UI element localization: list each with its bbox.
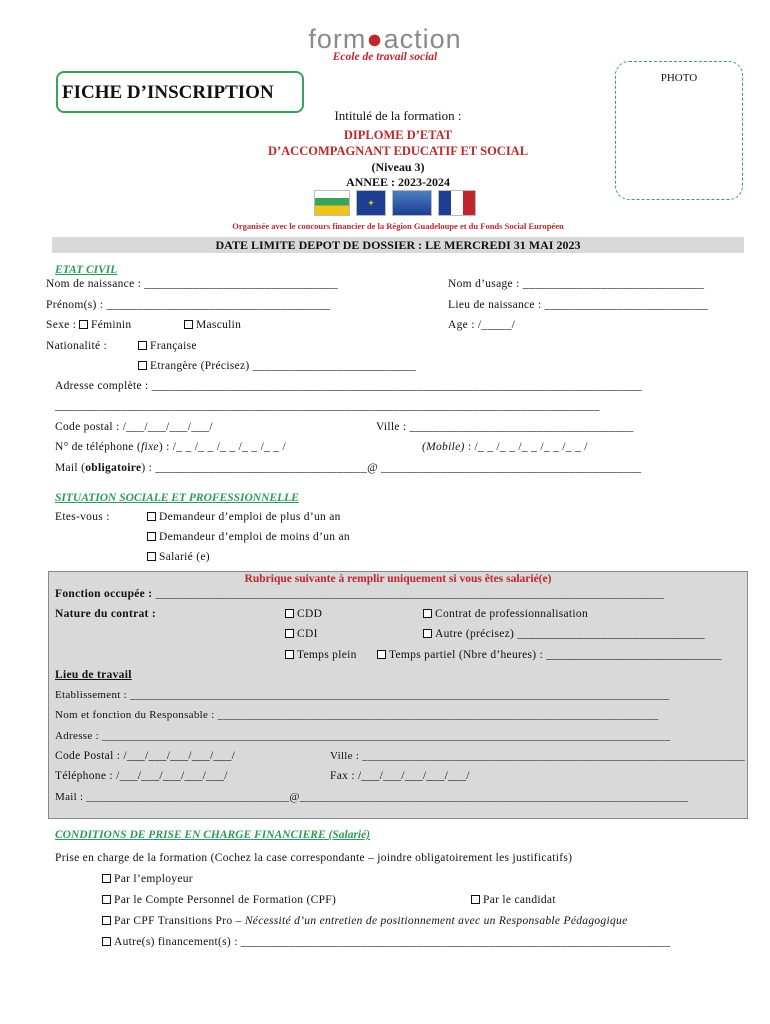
field-mail-travail[interactable]: Mail : ___________________________________@___________________________________________________________________ [55,791,689,803]
formation-year: ANNEE : 2023-2024 [346,175,450,189]
field-telephone-travail[interactable]: Téléphone : /___/___/___/___/___/ [55,770,228,782]
partner-logos [314,189,494,217]
lieu-travail-heading: Lieu de travail [55,669,132,681]
section-etat-civil: ETAT CIVIL [55,264,118,276]
checkbox-cdd[interactable]: CDD [285,608,322,620]
checkbox-autres-financements[interactable]: Autre(s) financement(s) : _______________________________________________________________________ [102,936,670,948]
checkbox-candidat[interactable]: Par le candidat [471,894,556,906]
field-code-postal[interactable]: Code postal : /___/___/___/___/ [55,421,213,433]
checkbox-salarie[interactable]: Salarié (e) [147,551,210,563]
field-code-postal-travail[interactable]: Code Postal : /___/___/___/___/___/ [55,750,236,762]
checkbox-icon [285,629,294,638]
checkbox-icon [423,609,432,618]
checkbox-icon [147,512,156,521]
checkbox-cdi[interactable]: CDI [285,628,318,640]
checkbox-cpf[interactable]: Par le Compte Personnel de Formation (CPF) [102,894,336,906]
checkbox-icon [102,916,111,925]
region-guadeloupe-logo [314,190,350,216]
checkbox-icon [102,937,111,946]
checkbox-icon [138,361,147,370]
field-fonction[interactable]: Fonction occupée : ________________________________________________________________________________________________ [55,588,665,600]
checkbox-temps-partiel[interactable]: Temps partiel (Nbre d’heures) : _____________________________ [377,649,722,661]
sexe-label: Sexe : [46,319,77,331]
field-ville[interactable]: Ville : _____________________________________ [376,421,634,433]
brand-tagline: Ecole de travail social [332,51,438,63]
checkbox-icon [138,341,147,350]
checkbox-francaise[interactable]: Française [138,340,197,352]
nationalite-label: Nationalité : [46,340,108,352]
deadline-banner: DATE LIMITE DEPOT DE DOSSIER : LE MERCREDI 31 MAI 2023 [52,237,744,253]
salarie-banner: Rubrique suivante à remplir uniquement si vous êtes salarié(e) [244,573,552,585]
prise-en-charge-intro: Prise en charge de la formation (Cochez la case correspondante – joindre obligatoirement les justificatifs) [55,852,573,864]
formation-intro: Intitulé de la formation : [334,108,462,123]
checkbox-contrat-pro[interactable]: Contrat de professionnalisation [423,608,588,620]
checkbox-icon [184,320,193,329]
checkbox-icon [102,874,111,883]
checkbox-etrangere[interactable]: Etrangère (Précisez) ___________________________ [138,360,416,372]
checkbox-icon [471,895,480,904]
checkbox-icon [285,609,294,618]
brand-name: form●action [308,24,462,54]
checkbox-icon [79,320,88,329]
field-age[interactable]: Age : /_____/ [448,319,516,331]
section-prise-en-charge: CONDITIONS DE PRISE EN CHARGE FINANCIERE (Salarié) [55,829,371,841]
checkbox-icon [423,629,432,638]
field-mail[interactable]: Mail (obligatoire) : ___________________________________@ ___________________________________________ [55,462,642,474]
checkbox-temps-plein[interactable]: Temps plein [285,649,357,661]
field-prenom[interactable]: Prénom(s) : _____________________________________ [46,299,331,311]
checkbox-icon [285,650,294,659]
etes-vous-label: Etes-vous : [55,511,110,523]
checkbox-employeur[interactable]: Par l’employeur [102,873,193,885]
section-situation: SITUATION SOCIALE ET PROFESSIONNELLE [55,492,299,504]
formaction-logo [0,24,770,63]
field-fax[interactable]: Fax : /___/___/___/___/___/ [330,770,470,782]
field-telephone-mobile[interactable]: (Mobile) : /_ _ /_ _ /_ _ /_ _ /_ _ / [422,441,588,453]
checkbox-transitions-pro[interactable]: Par CPF Transitions Pro – Nécessité d’un entretien de positionnement avec un Responsable Pédagogique [102,915,627,927]
republique-logo [438,190,476,216]
field-ville-travail[interactable]: Ville : __________________________________________________________________ [330,750,746,762]
form-title: FICHE D’INSCRIPTION [56,71,304,113]
funding-note: Organisée avec le concours financier de la Région Guadeloupe et du Fonds Social Européen [232,221,564,231]
formation-title-1: DIPLOME D’ETAT [343,128,453,142]
field-nom-usage[interactable]: Nom d’usage : ______________________________ [448,278,705,290]
formation-title-2: D’ACCOMPAGNANT EDUCATIF ET SOCIAL [267,144,529,158]
checkbox-demandeur-moins[interactable]: Demandeur d’emploi de moins d’un an [147,531,350,543]
field-nom-naissance[interactable]: Nom de naissance : ________________________________ [46,278,338,290]
checkbox-icon [147,552,156,561]
field-telephone-fixe[interactable]: N° de téléphone (fixe) : /_ _ /_ _ /_ _ /_ _ /_ _ / [55,441,287,453]
checkbox-icon [377,650,386,659]
fse-logo [392,190,432,216]
photo-label: PHOTO [660,72,698,84]
checkbox-icon [102,895,111,904]
checkbox-masculin[interactable]: Masculin [184,319,241,331]
nature-contrat-label: Nature du contrat : [55,608,156,620]
formation-level: (Niveau 3) [371,160,425,174]
field-adresse-line2[interactable]: __________________________________________________________________________________________ [55,400,600,412]
checkbox-icon [147,532,156,541]
field-responsable[interactable]: Nom et fonction du Responsable : ____________________________________________________________________________ [55,709,659,721]
field-etablissement[interactable]: Etablissement : _____________________________________________________________________________________________ [55,689,670,701]
checkbox-autre-contrat[interactable]: Autre (précisez) _______________________________ [423,628,705,640]
field-lieu-naissance[interactable]: Lieu de naissance : ___________________________ [448,299,709,311]
checkbox-feminin[interactable]: Féminin [79,319,131,331]
field-adresse[interactable]: Adresse complète : _________________________________________________________________________________ [55,380,642,392]
field-adresse-travail[interactable]: Adresse : __________________________________________________________________________________________________ [55,730,671,742]
eu-flag-logo: ✦ [356,190,386,216]
checkbox-demandeur-plus[interactable]: Demandeur d’emploi de plus d’un an [147,511,341,523]
